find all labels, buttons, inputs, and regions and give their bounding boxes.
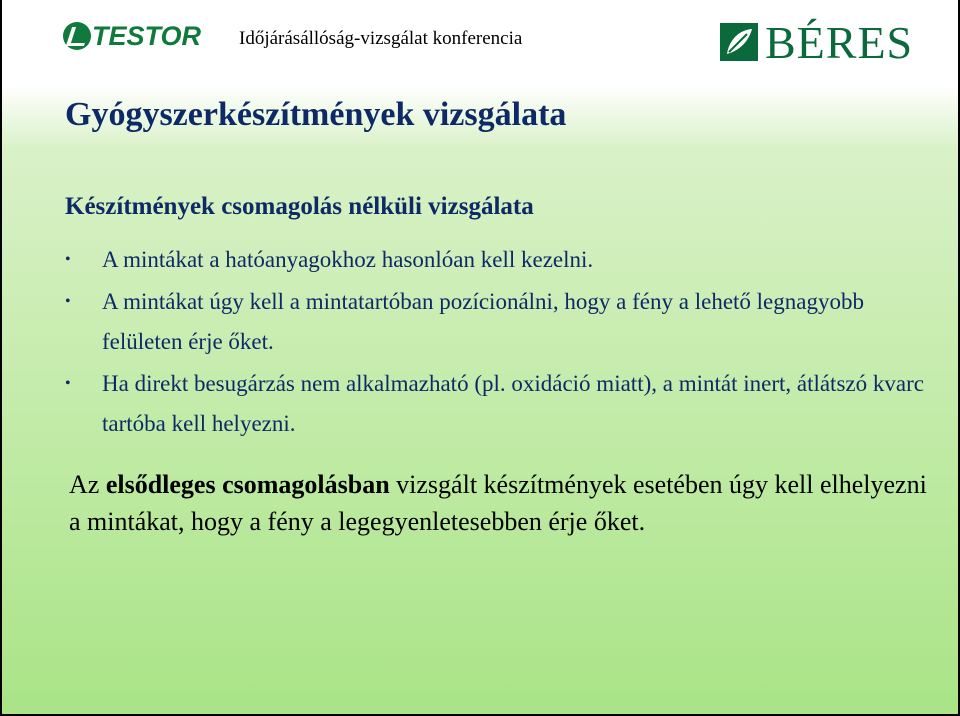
bullet-item xyxy=(65,240,925,280)
bullet-item xyxy=(65,364,925,444)
body-paragraph xyxy=(69,466,929,540)
bullet-text: A mintákat a hatóanyagokhoz hasonlóan kell kezelni. xyxy=(102,247,594,272)
slide-title: Gyógyszerkészítmények vizsgálata xyxy=(65,96,567,133)
paragraph-bold-text: elsődleges csomagolásban xyxy=(105,470,390,499)
testor-logo-icon xyxy=(63,22,91,50)
paragraph-text-end: vizsgált készítmények esetében úgy kell elhelyezni a mintákat, hogy a fény a legegyenletesebben érje őket. xyxy=(69,470,927,536)
beres-logo-text: BÉRES xyxy=(765,16,914,68)
conference-title: Időjárásállóság-vizsgálat konferencia xyxy=(239,28,523,49)
beres-leaf-icon xyxy=(719,22,759,62)
bullet-text: A mintákat úgy kell a mintatartóban pozícionálni, hogy a fény a lehető legnagyobb felületen érje őket. xyxy=(102,289,864,354)
testor-logo-text: TESTOR xyxy=(92,20,202,51)
bullet-icon: • xyxy=(65,293,71,310)
header xyxy=(2,0,958,80)
bullet-list xyxy=(65,240,925,446)
testor-logo xyxy=(63,21,213,51)
bullet-item xyxy=(65,282,925,362)
bullet-text: Ha direkt besugárzás nem alkalmazható (pl. oxidáció miatt), a mintát inert, átlátszó kvarc tartóba kell helyezni. xyxy=(102,371,924,436)
bullet-icon: • xyxy=(65,375,71,392)
paragraph-text-start: Az xyxy=(69,470,106,499)
beres-logo xyxy=(719,16,913,68)
section-heading: Készítmények csomagolás nélküli vizsgálata xyxy=(65,193,534,220)
bullet-icon: • xyxy=(65,251,71,268)
